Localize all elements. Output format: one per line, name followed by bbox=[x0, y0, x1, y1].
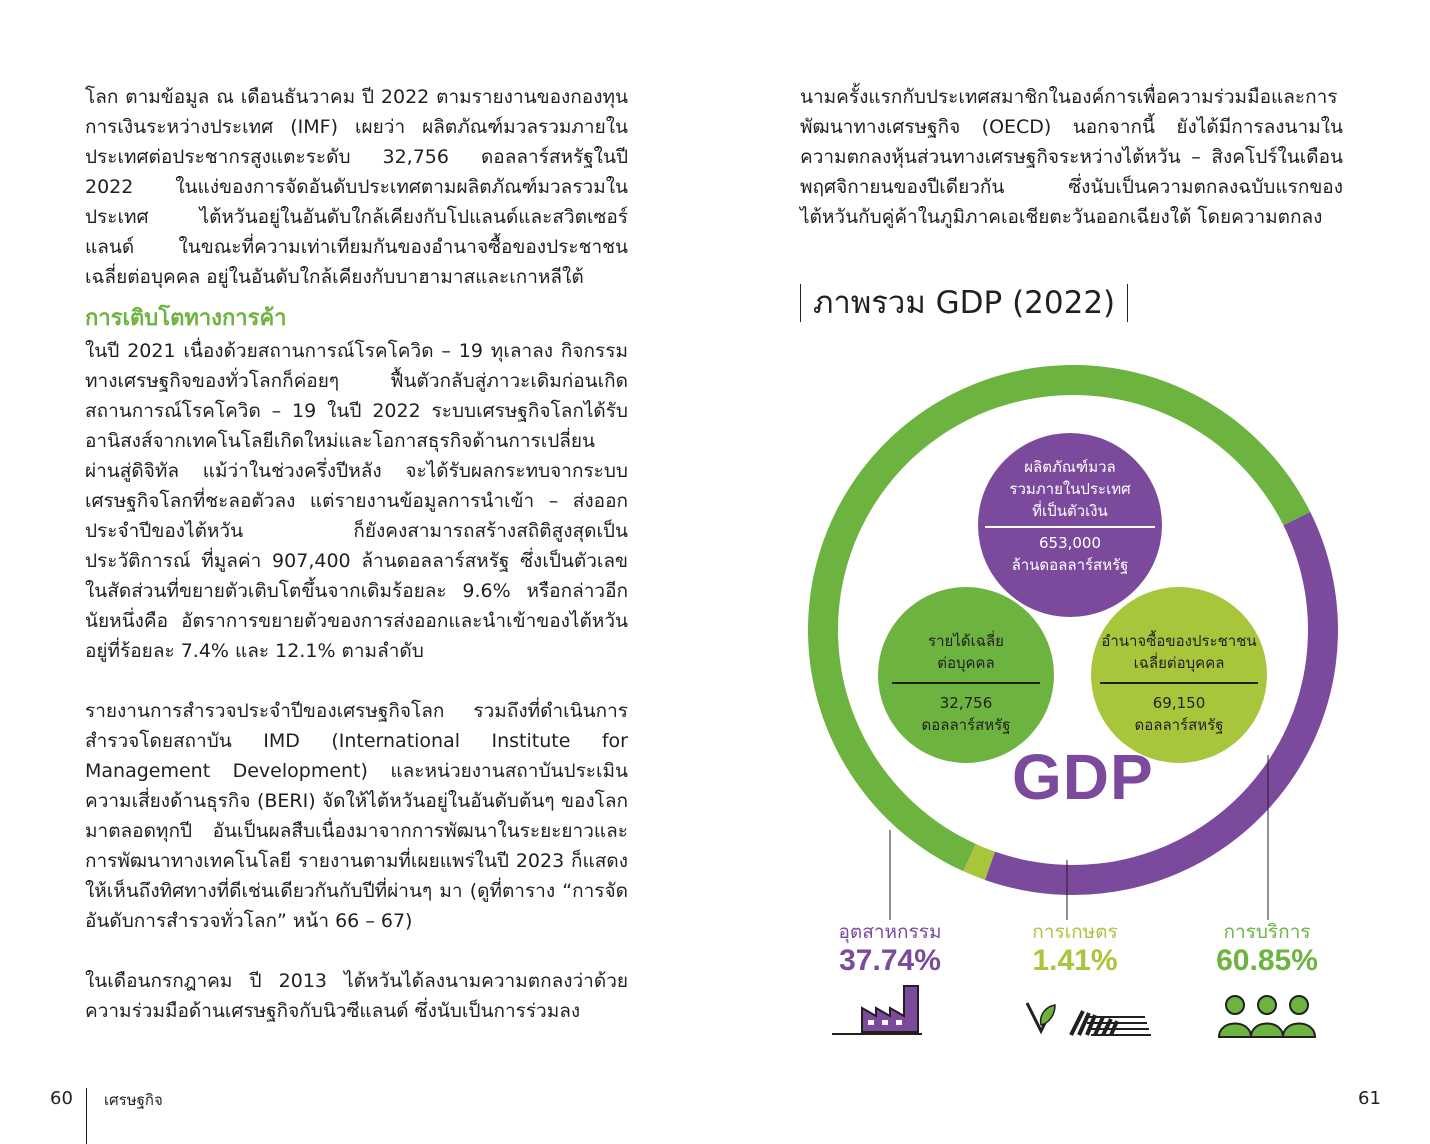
left-paragraph-4: ในเดือนกรกฎาคม ปี 2013 ไต้หวันได้ลงนามความตกลงว่าด้วยความร่วมมือด้านเศรษฐกิจกับนิวซีแลนด์ ซึ่งนับเป็นการร่วมลง bbox=[85, 970, 628, 1022]
bubble-per-capita-text bbox=[886, 630, 1046, 736]
sector-label-industry: อุตสาหกรรม bbox=[838, 921, 942, 943]
left-paragraph-3: รายงานการสำรวจประจำปีของเศรษฐกิจโลก รวมถึงที่ดำเนินการสำรวจโดยสถาบัน IMD (International Institute for Management Development) และหน่วยงานสถาบันประเมินความเสี่ยงด้านธุรกิจ (BERI) จัดให้ไต้หวันอยู่ในอันดับต้นๆ ของโลกมาตลอดทุกปี อันเป็นผลสืบเนื่องมาจากการพัฒนาในระยะยาวและการพัฒนาทางเทคโนโลยี รายงานตามที่เผยแพร่ในปี 2023 ก็แสดงให้เห็นถึงทิศทางที่ดีเช่นเดียวกันกับปีที่ผ่านๆ มา (ดูที่ตาราง “การจัดอันดับการสำรวจทั่วโลก” หน้า 66 – 67) bbox=[85, 700, 628, 932]
footer-section-title: เศรษฐกิจ bbox=[104, 1091, 163, 1109]
left-paragraph-1: โลก ตามข้อมูล ณ เดือนธันวาคม ปี 2022 ตามรายงานของกองทุนการเงินระหว่างประเทศ (IMF) เผยว่า ผลิตภัณฑ์มวลรวมภายในประเทศต่อประชากรสูงแตะระดับ 32,756 ดอลลาร์สหรัฐในปี 2022 ในแง่ของการจัดอันดับประเทศตามผลิตภัณฑ์มวลรวมในประเทศ ไต้หวันอยู่ในอันดับใกล้เคียงกับโปแลนด์และสวิตเซอร์แลนด์ ในขณะที่ความเท่าเทียมกันของอำนาจซื้อของประชาชนเฉลี่ยต่อบุคคล อยู่ในอันดับใกล้เคียงกับบาฮามาสและเกาหลีใต้ bbox=[85, 86, 628, 288]
per-capita-title-line2: ต่อบุคคล bbox=[937, 654, 995, 672]
footer-divider bbox=[86, 1088, 87, 1144]
page-number-right: 61 bbox=[1358, 1088, 1381, 1109]
ppp-value: 69,150 bbox=[1152, 694, 1206, 712]
sector-pct-agriculture: 1.41% bbox=[1032, 944, 1118, 977]
sector-pct-industry: 37.74% bbox=[839, 944, 941, 977]
sector-pct-services: 60.85% bbox=[1216, 944, 1318, 977]
sector-label-agriculture: การเกษตร bbox=[1032, 921, 1118, 943]
nominal-value: 653,000 bbox=[1038, 534, 1102, 552]
section-heading-trade-growth: การเติบโตทางการค้า bbox=[85, 306, 287, 331]
right-paragraph-1: นามครั้งแรกกับประเทศสมาชิกในองค์การเพื่อความร่วมมือและการพัฒนาทางเศรษฐกิจ (OECD) นอกจากนี้ ยังได้มีการลงนามในความตกลงหุ้นส่วนทางเศรษฐกิจระหว่างไต้หวัน – สิงคโปร์ในเดือนพฤศจิกายนของปีเดียวกัน ซึ่งนับเป็นความตกลงฉบับแรกของไต้หวันกับคู่ค้าในภูมิภาคเอเชียตะวันออกเฉียงใต้ โดยความตกลง bbox=[800, 86, 1343, 228]
nominal-unit: ล้านดอลลาร์สหรัฐ bbox=[1011, 556, 1129, 574]
per-capita-value: 32,756 bbox=[939, 694, 993, 712]
farm-field-icon bbox=[1027, 1003, 1151, 1035]
ppp-unit: ดอลลาร์สหรัฐ bbox=[1134, 716, 1224, 734]
factory-icon bbox=[832, 986, 922, 1034]
left-column bbox=[85, 82, 628, 1026]
per-capita-unit: ดอลลาร์สหรัฐ bbox=[921, 716, 1011, 734]
ppp-title-line2: เฉลี่ยต่อบุคคล bbox=[1133, 654, 1225, 672]
people-group-icon bbox=[1219, 996, 1315, 1037]
bubble-ppp-text bbox=[1094, 630, 1264, 736]
right-column bbox=[800, 82, 1343, 232]
ppp-title-line1: อำนาจซื้อของประชาชน bbox=[1101, 632, 1257, 650]
nominal-title-line2: รวมภายในประเทศ bbox=[1009, 480, 1131, 498]
nominal-divider bbox=[985, 526, 1155, 528]
sector-label-services: การบริการ bbox=[1223, 921, 1311, 943]
nominal-title-line3: ที่เป็นตัวเงิน bbox=[1032, 502, 1108, 520]
ppp-divider bbox=[1100, 682, 1258, 684]
nominal-title-line1: ผลิตภัณฑ์มวล bbox=[1024, 458, 1116, 476]
gdp-center-label: GDP bbox=[1012, 741, 1154, 813]
per-capita-divider bbox=[892, 682, 1040, 684]
gdp-overview-title: ภาพรวม GDP (2022) bbox=[800, 284, 1128, 322]
gdp-chart bbox=[780, 360, 1380, 1050]
per-capita-title-line1: รายได้เฉลี่ย bbox=[928, 632, 1004, 650]
bubble-nominal-gdp-text bbox=[980, 456, 1160, 576]
left-paragraph-2: ในปี 2021 เนื่องด้วยสถานการณ์โรคโควิด – 19 ทุเลาลง กิจกรรมทางเศรษฐกิจของทั่วโลกก็ค่อยๆ ฟื้นตัวกลับสู่ภาวะเดิมก่อนเกิดสถานการณ์โรคโควิด – 19 ในปี 2022 ระบบเศรษฐกิจโลกได้รับอานิสงส์จากเทคโนโลยีเกิดใหม่และโอกาสธุรกิจด้านการเปลี่ยนผ่านสู่ดิจิทัล แม้ว่าในช่วงครึ่งปีหลัง จะได้รับผลกระทบจากระบบเศรษฐกิจโลกที่ชะลอตัวลง แต่รายงานข้อมูลการนำเข้า – ส่งออกประจำปีของไต้หวัน ก็ยังคงสามารถสร้างสถิติสูงสุดเป็นประวัติการณ์ ที่มูลค่า 907,400 ล้านดอลลาร์สหรัฐ ซึ่งเป็นตัวเลขในสัดส่วนที่ขยายตัวเติบโตขึ้นจากเดิมร้อยละ 9.6% หรือกล่าวอีกนัยหนึ่งคือ อัตราการขยายตัวของการส่งออกและนำเข้าของไต้หวัน อยู่ที่ร้อยละ 7.4% และ 12.1% ตามลำดับ bbox=[85, 340, 628, 662]
page-number-left: 60 bbox=[50, 1088, 73, 1109]
